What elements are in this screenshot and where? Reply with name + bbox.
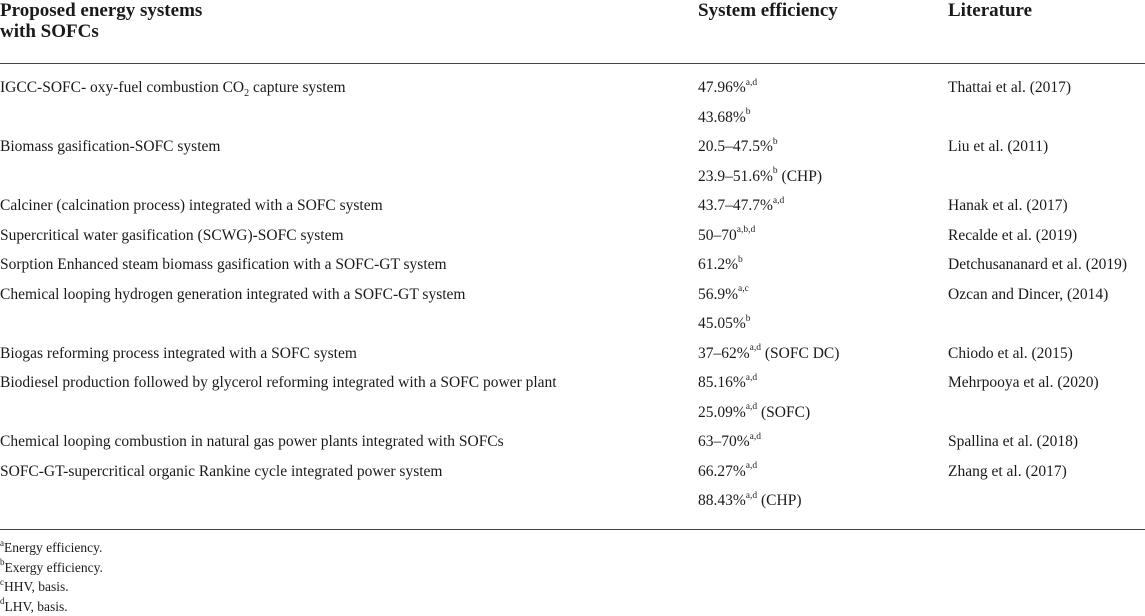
efficiency-cell: 63–70%$^{a,d}$ bbox=[698, 431, 762, 450]
efficiency-cell: 43.7–47.7%$^{a,d}$ bbox=[698, 195, 785, 214]
efficiency-cell: 47.96%$^{a,d}$ 43.68%$^b$ bbox=[698, 77, 758, 126]
literature-cell: Chiodo et al. (2015) bbox=[948, 344, 1073, 362]
footnote: $^d$LHV, basis. bbox=[0, 596, 68, 614]
efficiency-cell: 85.16%$^{a,d}$ 25.09%$^{a,d}$ (SOFC) bbox=[698, 372, 811, 421]
system-cell: Biodiesel production followed by glycerol reforming integrated with a SOFC power plant bbox=[0, 374, 557, 391]
literature-cell: Liu et al. (2011) bbox=[948, 138, 1049, 155]
literature-cell: Thattai et al. (2017) bbox=[948, 79, 1072, 96]
table-bottom-rule bbox=[0, 529, 1145, 530]
efficiency-cell: 20.5–47.5%$^b$ 23.9–51.6%$^b$ (CHP) bbox=[698, 136, 823, 185]
table-body bbox=[0, 73, 1145, 516]
efficiency-cell: 61.2%$^b$ bbox=[698, 254, 743, 273]
literature-cell: Detchusananard et al. (2019) bbox=[948, 256, 1128, 273]
footnote: $^c$HHV, basis. bbox=[0, 576, 69, 594]
table-header bbox=[0, 0, 1145, 57]
efficiency-cell: 50–70$^{a,b,d}$ bbox=[698, 225, 756, 244]
system-cell: Calciner (calcination process) integrated with a SOFC system bbox=[0, 197, 383, 214]
system-cell: IGCC-SOFC- oxy-fuel combustion $CO_2$ capture system bbox=[0, 79, 346, 100]
literature-cell: Zhang et al. (2017) bbox=[948, 462, 1067, 480]
table-row bbox=[0, 73, 1145, 132]
literature-cell: Recalde et al. (2019) bbox=[948, 226, 1078, 244]
table-row bbox=[0, 427, 1145, 457]
system-cell: Chemical looping hydrogen generation integrated with a SOFC-GT system bbox=[0, 285, 466, 303]
literature-cell: Spallina et al. (2018) bbox=[948, 433, 1078, 450]
system-cell: Biogas reforming process integrated with a SOFC system bbox=[0, 344, 357, 362]
system-cell: Chemical looping combustion in natural gas power plants integrated with SOFCs bbox=[0, 433, 504, 450]
header-systems-line1: Proposed energy systems bbox=[0, 0, 203, 21]
footnote: $^b$Exergy efficiency. bbox=[0, 557, 103, 575]
table-row bbox=[0, 457, 1145, 516]
header-literature: Literature bbox=[948, 0, 1033, 21]
system-cell: Biomass gasification-SOFC system bbox=[0, 138, 221, 155]
system-cell: SOFC-GT-supercritical organic Rankine cycle integrated power system bbox=[0, 462, 443, 480]
efficiency-cell: 56.9%$^{a,c}$ 45.05%$^b$ bbox=[698, 284, 751, 332]
system-cell: Supercritical water gasification (SCWG)-SOFC system bbox=[0, 226, 344, 244]
table-row bbox=[0, 191, 1145, 221]
header-systems-line2: with SOFCs bbox=[0, 21, 99, 42]
efficiency-cell: 66.27%$^{a,d}$ 88.43%$^{a,d}$ (CHP) bbox=[698, 461, 802, 509]
table-row bbox=[0, 368, 1145, 427]
header-efficiency: System efficiency bbox=[698, 0, 838, 21]
literature-cell: Ozcan and Dincer, (2014) bbox=[948, 285, 1109, 303]
table-row bbox=[0, 221, 1145, 251]
literature-cell: Mehrpooya et al. (2020) bbox=[948, 374, 1099, 391]
table-footnotes bbox=[0, 538, 103, 616]
table-row bbox=[0, 132, 1145, 191]
literature-cell: Hanak et al. (2017) bbox=[948, 197, 1068, 214]
footnote: $^a$Energy efficiency. bbox=[0, 537, 103, 555]
system-cell: Sorption Enhanced steam biomass gasification with a SOFC-GT system bbox=[0, 256, 447, 273]
table-row bbox=[0, 280, 1145, 339]
table-row bbox=[0, 250, 1145, 280]
table-row bbox=[0, 339, 1145, 369]
header-rule bbox=[0, 63, 1145, 64]
efficiency-cell: 37–62%$^{a,d}$ (SOFC DC) bbox=[698, 343, 840, 362]
header-systems bbox=[0, 0, 600, 42]
